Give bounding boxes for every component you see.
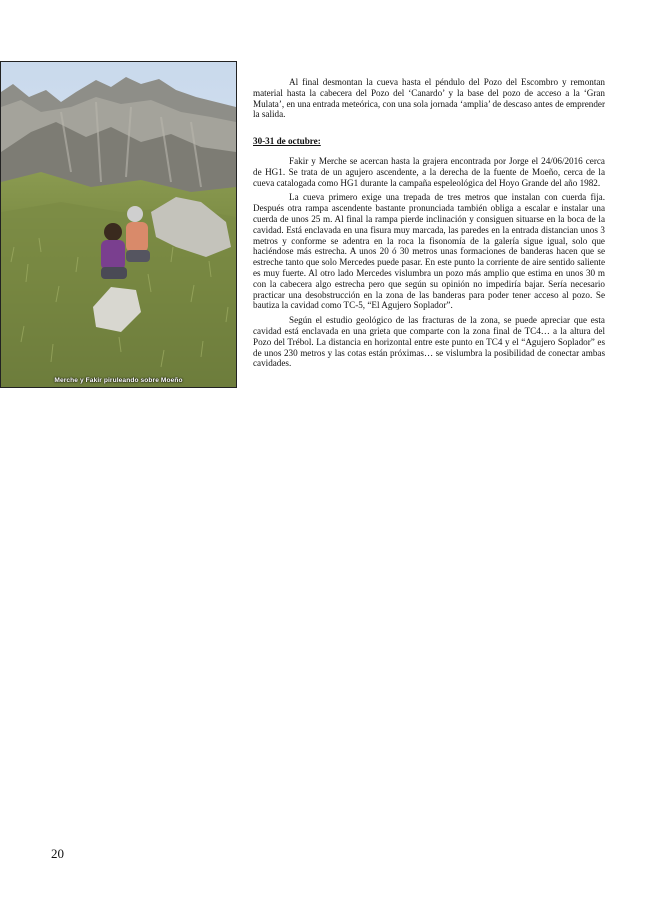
article-text	[253, 77, 605, 369]
photo-caption: Merche y Fakir piruleando sobre Moeño	[54, 377, 183, 384]
paragraph: La cueva primero exige una trepada de tres metros que instalan con cuerda fija. Después otra rampa ascendente bastante pronunciada también obliga a escalar e instalar una cuerda de unos 25 m. Al final la rampa pierde inclinación y consiguen situarse en la boca de la cavidad. Está enclavada en una fisura muy marcada, las paredes en la entrada distancian unos 3 metros y conforme se adentra en la roca la fisonomía de la galería sigue igual, solo que haciéndose más estrecha. A unos 20 ó 30 metros unas formaciones de banderas hacen que se estreche tanto que solo Mercedes puede pasar. En este punto la corriente de aire sentido saliente es muy fuerte. Al otro lado Mercedes vislumbra un pozo más amplio que estima en unos 30 m con la cabecera algo estrecha pero que según su opinión no impediría bajar. Sería necesario practicar una desobstrucción en la zona de las banderas para poder tener acceso al pozo. Se bautiza la cavidad como TC-5, “El Agujero Soplador”.	[253, 192, 605, 311]
paragraph: Según el estudio geológico de las fracturas de la zona, se puede apreciar que esta cavidad está enclavada en una grieta que comparte con la zona final de TC4… a la altura del Pozo del Trébol. La distancia en horizontal entre este punto en TC4 y el “Agujero Soplador” es de unos 230 metros y las cotas están próximas… se vislumbra la posibilidad de conectar ambas cavidades.	[253, 315, 605, 369]
photo-figure	[0, 61, 237, 388]
page-number: 20	[51, 846, 64, 861]
paragraph-intro: Al final desmontan la cueva hasta el péndulo del Pozo del Escombro y remontan material hasta la cabecera del Pozo del ‘Canardo’ y la base del pozo de acceso a la ‘Gran Mulata’, en una entrada meteórica, con una sola jornada ‘amplia’ de descaso antes de emprender la salida.	[253, 77, 605, 120]
section-heading: 30-31 de octubre:	[253, 136, 321, 147]
mountain-photo	[1, 62, 236, 387]
paragraph: Fakir y Merche se acercan hasta la grajera encontrada por Jorge el 24/06/2016 cerca de HG1. Se trata de un agujero ascendente, a la derecha de la fuente de Moeño, cerca de la cueva catalogada como HG1 durante la campaña espeleológica del Hoyo Grande del año 1982.	[253, 155, 605, 188]
